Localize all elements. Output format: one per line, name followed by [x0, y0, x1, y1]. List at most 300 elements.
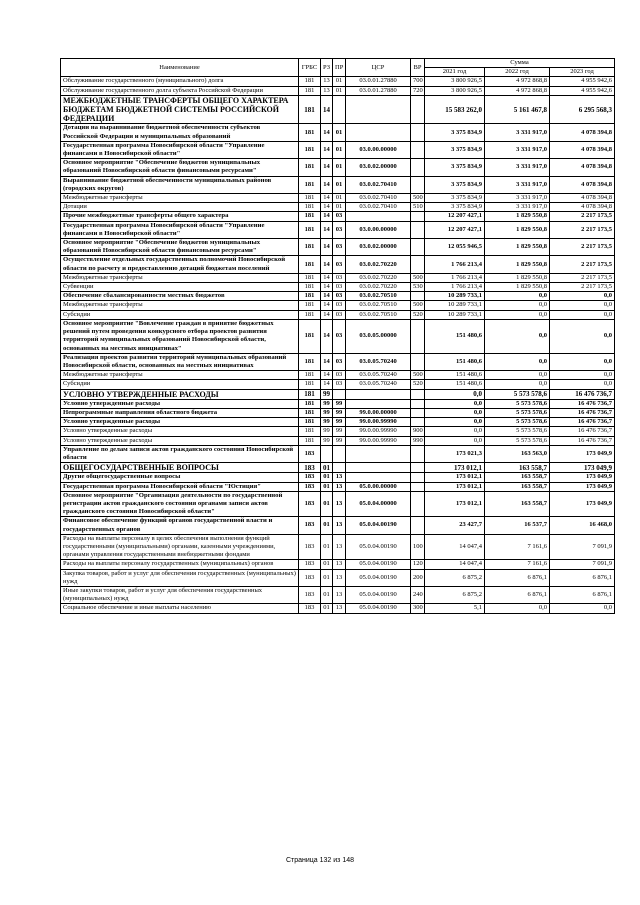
cell-sum-2021: 3 375 834,9 — [425, 176, 485, 193]
table-row — [61, 418, 615, 427]
cell-sum-2021: 14 047,4 — [425, 560, 485, 569]
header-pr: ПР — [333, 59, 346, 77]
cell-sum-2021: 6 875,2 — [425, 569, 485, 586]
cell-grbs: 181 — [299, 124, 321, 141]
cell-csr: 05.0.04.00000 — [346, 491, 411, 517]
cell-grbs: 181 — [299, 292, 321, 301]
table-row — [61, 159, 615, 176]
cell-sum-2023: 6 876,1 — [550, 586, 615, 603]
cell-csr: 05.0.04.00190 — [346, 586, 411, 603]
cell-sum-2022: 5 161 467,8 — [485, 95, 550, 124]
cell-sum-2023: 173 049,9 — [550, 445, 615, 462]
cell-vr — [411, 482, 425, 491]
cell-csr: 99.0.00.99990 — [346, 427, 411, 436]
cell-csr — [346, 399, 411, 408]
cell-grbs: 181 — [299, 273, 321, 282]
cell-pr: 03 — [333, 221, 346, 238]
cell-grbs: 181 — [299, 310, 321, 319]
table-row — [61, 176, 615, 193]
cell-name: Межбюджетные трансферты — [61, 371, 299, 380]
cell-pr: 03 — [333, 353, 346, 370]
cell-csr — [346, 473, 411, 482]
cell-vr: 500 — [411, 301, 425, 310]
cell-csr: 03.0.00.00000 — [346, 221, 411, 238]
header-sum: Сумма — [425, 59, 615, 68]
cell-pr: 01 — [333, 77, 346, 86]
cell-sum-2023: 4 078 394,8 — [550, 159, 615, 176]
cell-sum-2022: 0,0 — [485, 301, 550, 310]
cell-sum-2023: 16 476 736,7 — [550, 399, 615, 408]
cell-pr: 99 — [333, 427, 346, 436]
cell-rz: 01 — [321, 491, 333, 517]
cell-pr: 01 — [333, 86, 346, 95]
cell-name: Финансовое обеспечение функций органов государственной власти и государственных органов — [61, 517, 299, 534]
cell-sum-2022: 6 876,1 — [485, 569, 550, 586]
cell-csr: 03.0.02.70510 — [346, 301, 411, 310]
table-body — [61, 77, 615, 613]
cell-grbs: 181 — [299, 141, 321, 158]
cell-name: Реализация проектов развития территорий муниципальных образований Новосибирской области, основанных на местных инициативах — [61, 353, 299, 370]
cell-sum-2023: 16 476 736,7 — [550, 418, 615, 427]
cell-sum-2021: 0,0 — [425, 399, 485, 408]
cell-csr: 03.0.05.70240 — [346, 371, 411, 380]
cell-vr — [411, 239, 425, 256]
cell-sum-2021: 23 427,7 — [425, 517, 485, 534]
cell-name: Обслуживание государственного (муниципального) долга — [61, 77, 299, 86]
cell-sum-2021: 3 375 834,9 — [425, 141, 485, 158]
cell-csr — [346, 212, 411, 221]
cell-sum-2023: 4 078 394,8 — [550, 203, 615, 212]
cell-sum-2022: 0,0 — [485, 292, 550, 301]
cell-sum-2022: 5 573 578,6 — [485, 399, 550, 408]
cell-csr: 05.0.04.00190 — [346, 569, 411, 586]
table-row — [61, 273, 615, 282]
cell-sum-2023: 6 295 568,3 — [550, 95, 615, 124]
cell-vr — [411, 212, 425, 221]
cell-sum-2021: 14 047,4 — [425, 534, 485, 560]
cell-sum-2021: 3 375 834,9 — [425, 194, 485, 203]
cell-name: Межбюджетные трансферты — [61, 194, 299, 203]
table-row — [61, 124, 615, 141]
cell-sum-2022: 5 573 578,6 — [485, 427, 550, 436]
table-row — [61, 517, 615, 534]
cell-vr: 100 — [411, 534, 425, 560]
cell-sum-2023: 173 049,9 — [550, 463, 615, 473]
cell-name: Расходы на выплаты персоналу государственных (муниципальных) органов — [61, 560, 299, 569]
cell-grbs: 181 — [299, 408, 321, 417]
cell-rz: 14 — [321, 283, 333, 292]
cell-rz: 14 — [321, 310, 333, 319]
cell-pr: 13 — [333, 473, 346, 482]
cell-sum-2021: 12 207 427,1 — [425, 212, 485, 221]
cell-pr: 03 — [333, 371, 346, 380]
cell-sum-2023: 4 078 394,8 — [550, 176, 615, 193]
cell-sum-2021: 0,0 — [425, 427, 485, 436]
table-row — [61, 371, 615, 380]
cell-sum-2023: 173 049,9 — [550, 473, 615, 482]
cell-vr — [411, 389, 425, 399]
cell-pr: 01 — [333, 159, 346, 176]
cell-grbs: 183 — [299, 560, 321, 569]
table-row — [61, 408, 615, 417]
cell-sum-2023: 0,0 — [550, 310, 615, 319]
cell-sum-2021: 173 021,3 — [425, 445, 485, 462]
cell-grbs: 183 — [299, 491, 321, 517]
cell-csr: 99.0.00.99990 — [346, 418, 411, 427]
cell-sum-2022: 0,0 — [485, 380, 550, 389]
cell-rz: 01 — [321, 473, 333, 482]
cell-rz: 01 — [321, 586, 333, 603]
cell-sum-2023: 16 476 736,7 — [550, 408, 615, 417]
cell-pr: 13 — [333, 534, 346, 560]
header-rz: РЗ — [321, 59, 333, 77]
cell-vr — [411, 463, 425, 473]
table-row — [61, 569, 615, 586]
cell-pr: 03 — [333, 319, 346, 353]
cell-vr — [411, 353, 425, 370]
cell-vr — [411, 319, 425, 353]
cell-csr: 03.0.02.70510 — [346, 292, 411, 301]
cell-sum-2023: 0,0 — [550, 301, 615, 310]
cell-pr: 03 — [333, 301, 346, 310]
cell-csr — [346, 124, 411, 141]
cell-name: Расходы на выплаты персоналу в целях обеспечения выполнения функций государственными (муниципальными) органами, казенными учреждениями, органами управления государственными внебюджетными фондами — [61, 534, 299, 560]
cell-name: Закупка товаров, работ и услуг для обеспечения государственных (муниципальных) нужд — [61, 569, 299, 586]
cell-csr: 99.0.00.00000 — [346, 408, 411, 417]
cell-sum-2022: 5 573 578,6 — [485, 408, 550, 417]
cell-rz: 14 — [321, 256, 333, 273]
cell-grbs: 181 — [299, 399, 321, 408]
cell-grbs: 183 — [299, 569, 321, 586]
table-row — [61, 95, 615, 124]
cell-grbs: 181 — [299, 283, 321, 292]
cell-sum-2021: 3 375 834,9 — [425, 159, 485, 176]
cell-name: Государственная программа Новосибирской области "Управление финансами в Новосибирской области" — [61, 141, 299, 158]
cell-vr — [411, 256, 425, 273]
cell-sum-2023: 2 217 173,5 — [550, 273, 615, 282]
cell-vr — [411, 124, 425, 141]
cell-rz: 99 — [321, 389, 333, 399]
cell-vr: 510 — [411, 203, 425, 212]
cell-sum-2022: 7 161,6 — [485, 560, 550, 569]
cell-sum-2023: 4 955 942,6 — [550, 77, 615, 86]
cell-rz — [321, 445, 333, 462]
cell-csr: 03.0.05.70240 — [346, 353, 411, 370]
cell-sum-2023: 4 078 394,8 — [550, 194, 615, 203]
cell-sum-2023: 173 049,9 — [550, 482, 615, 491]
cell-name: Прочие межбюджетные трансферты общего характера — [61, 212, 299, 221]
cell-grbs: 181 — [299, 194, 321, 203]
cell-csr: 03.0.02.70510 — [346, 310, 411, 319]
cell-sum-2023: 4 078 394,8 — [550, 124, 615, 141]
table-row — [61, 283, 615, 292]
cell-name: Непрограммные направления областного бюджета — [61, 408, 299, 417]
cell-rz: 14 — [321, 301, 333, 310]
cell-sum-2022: 1 829 550,8 — [485, 221, 550, 238]
cell-sum-2023: 7 091,9 — [550, 534, 615, 560]
table-row — [61, 463, 615, 473]
cell-name: Условно утвержденные расходы — [61, 399, 299, 408]
table-row — [61, 256, 615, 273]
cell-vr: 700 — [411, 77, 425, 86]
header-name: Наименование — [61, 59, 299, 77]
cell-vr: 500 — [411, 273, 425, 282]
cell-rz: 13 — [321, 77, 333, 86]
table-row — [61, 473, 615, 482]
table-row — [61, 86, 615, 95]
cell-name: Управление по делам записи актов гражданского состояния Новосибирской области — [61, 445, 299, 462]
cell-pr: 01 — [333, 141, 346, 158]
cell-sum-2023: 16 476 736,7 — [550, 436, 615, 445]
cell-sum-2021: 1 766 213,4 — [425, 283, 485, 292]
table-row — [61, 445, 615, 462]
cell-sum-2023: 2 217 173,5 — [550, 256, 615, 273]
cell-vr: 500 — [411, 371, 425, 380]
cell-rz: 14 — [321, 371, 333, 380]
table-row — [61, 482, 615, 491]
cell-csr: 03.0.02.00000 — [346, 239, 411, 256]
cell-sum-2022: 1 829 550,8 — [485, 212, 550, 221]
cell-name: Иные закупки товаров, работ и услуг для обеспечения государственных (муниципальных) нужд — [61, 586, 299, 603]
cell-rz: 14 — [321, 319, 333, 353]
cell-sum-2021: 12 207 427,1 — [425, 221, 485, 238]
cell-grbs: 183 — [299, 482, 321, 491]
cell-grbs: 181 — [299, 159, 321, 176]
cell-vr — [411, 418, 425, 427]
cell-sum-2022: 16 537,7 — [485, 517, 550, 534]
cell-csr: 05.0.04.00190 — [346, 517, 411, 534]
table-row — [61, 560, 615, 569]
cell-pr: 03 — [333, 310, 346, 319]
cell-csr: 05.0.00.00000 — [346, 482, 411, 491]
cell-rz: 99 — [321, 436, 333, 445]
cell-grbs: 183 — [299, 586, 321, 603]
cell-grbs: 181 — [299, 389, 321, 399]
cell-vr: 520 — [411, 380, 425, 389]
cell-csr: 03.0.02.70410 — [346, 176, 411, 193]
cell-name: Социальное обеспечение и иные выплаты населению — [61, 604, 299, 613]
table-row — [61, 141, 615, 158]
cell-name: Условно утвержденные расходы — [61, 427, 299, 436]
cell-sum-2022: 0,0 — [485, 353, 550, 370]
cell-csr: 05.0.04.00190 — [346, 534, 411, 560]
cell-rz: 14 — [321, 176, 333, 193]
cell-rz: 99 — [321, 427, 333, 436]
cell-rz: 14 — [321, 141, 333, 158]
cell-sum-2022: 3 331 917,0 — [485, 203, 550, 212]
cell-pr: 13 — [333, 586, 346, 603]
cell-sum-2023: 0,0 — [550, 319, 615, 353]
cell-vr — [411, 221, 425, 238]
table-row — [61, 319, 615, 353]
cell-vr — [411, 95, 425, 124]
cell-sum-2023: 0,0 — [550, 292, 615, 301]
cell-rz: 01 — [321, 604, 333, 613]
cell-sum-2022: 163 558,7 — [485, 491, 550, 517]
cell-name: Основное мероприятие "Обеспечение бюджетов муниципальных образований Новосибирской области финансовыми ресурсами" — [61, 159, 299, 176]
cell-rz: 01 — [321, 463, 333, 473]
cell-sum-2023: 173 049,9 — [550, 491, 615, 517]
header-vr: ВР — [411, 59, 425, 77]
cell-grbs: 183 — [299, 534, 321, 560]
cell-sum-2023: 4 078 394,8 — [550, 141, 615, 158]
cell-sum-2021: 151 480,6 — [425, 371, 485, 380]
cell-vr: 120 — [411, 560, 425, 569]
cell-name: Условно утвержденные расходы — [61, 436, 299, 445]
cell-vr: 500 — [411, 194, 425, 203]
cell-sum-2022: 3 331 917,0 — [485, 124, 550, 141]
cell-vr: 530 — [411, 283, 425, 292]
cell-pr — [333, 95, 346, 124]
table-row — [61, 380, 615, 389]
cell-grbs: 183 — [299, 445, 321, 462]
cell-rz: 99 — [321, 399, 333, 408]
table-row — [61, 310, 615, 319]
cell-name: Выравнивание бюджетной обеспеченности муниципальных районов (городских округов) — [61, 176, 299, 193]
table-row — [61, 399, 615, 408]
cell-grbs: 181 — [299, 239, 321, 256]
cell-name: Основное мероприятие "Обеспечение бюджетов муниципальных образований Новосибирской области финансовыми ресурсами" — [61, 239, 299, 256]
cell-sum-2022: 3 331 917,0 — [485, 194, 550, 203]
cell-pr: 13 — [333, 482, 346, 491]
cell-csr: 03.0.05.00000 — [346, 319, 411, 353]
table-row — [61, 534, 615, 560]
cell-sum-2022: 1 829 550,8 — [485, 283, 550, 292]
cell-sum-2021: 0,0 — [425, 418, 485, 427]
cell-name: Обслуживание государственного долга субъекта Российской Федерации — [61, 86, 299, 95]
cell-vr: 720 — [411, 86, 425, 95]
table-row — [61, 203, 615, 212]
cell-grbs: 181 — [299, 380, 321, 389]
cell-sum-2023: 0,0 — [550, 604, 615, 613]
page-number: Страница 132 из 148 — [285, 857, 355, 864]
table-row — [61, 194, 615, 203]
cell-sum-2021: 0,0 — [425, 436, 485, 445]
cell-pr: 03 — [333, 283, 346, 292]
cell-pr: 99 — [333, 418, 346, 427]
cell-sum-2022: 7 161,6 — [485, 534, 550, 560]
cell-pr: 03 — [333, 380, 346, 389]
cell-rz: 14 — [321, 292, 333, 301]
cell-sum-2023: 16 476 736,7 — [550, 427, 615, 436]
cell-csr — [346, 95, 411, 124]
cell-rz: 99 — [321, 408, 333, 417]
cell-sum-2021: 3 800 926,5 — [425, 77, 485, 86]
cell-vr: 240 — [411, 586, 425, 603]
table-row — [61, 292, 615, 301]
cell-grbs: 181 — [299, 436, 321, 445]
table-row — [61, 491, 615, 517]
cell-name: Условно утвержденные расходы — [61, 418, 299, 427]
cell-name: Основное мероприятие "Вовлечение граждан в принятие бюджетных решений путем проведения конкурсного отбора проектов развития территорий муниципальных образований Новосибирской области, основанных на местных инициативах" — [61, 319, 299, 353]
table-row — [61, 436, 615, 445]
cell-csr: 03.0.02.70410 — [346, 194, 411, 203]
cell-sum-2021: 173 012,1 — [425, 473, 485, 482]
cell-grbs: 181 — [299, 212, 321, 221]
cell-csr: 03.0.01.27880 — [346, 77, 411, 86]
cell-csr: 03.0.02.70220 — [346, 273, 411, 282]
cell-sum-2023: 4 955 942,6 — [550, 86, 615, 95]
table-header — [61, 59, 615, 77]
cell-rz: 14 — [321, 203, 333, 212]
cell-grbs: 181 — [299, 301, 321, 310]
cell-sum-2021: 3 375 834,9 — [425, 124, 485, 141]
cell-grbs: 181 — [299, 221, 321, 238]
cell-vr: 990 — [411, 436, 425, 445]
cell-grbs: 181 — [299, 371, 321, 380]
cell-sum-2023: 0,0 — [550, 380, 615, 389]
cell-csr — [346, 463, 411, 473]
cell-sum-2022: 0,0 — [485, 310, 550, 319]
cell-sum-2021: 3 800 926,5 — [425, 86, 485, 95]
cell-sum-2021: 0,0 — [425, 408, 485, 417]
cell-rz: 14 — [321, 273, 333, 282]
cell-rz: 14 — [321, 212, 333, 221]
cell-name: ОБЩЕГОСУДАРСТВЕННЫЕ ВОПРОСЫ — [61, 463, 299, 473]
cell-name: Межбюджетные трансферты — [61, 301, 299, 310]
cell-pr: 99 — [333, 399, 346, 408]
cell-sum-2022: 163 558,7 — [485, 473, 550, 482]
cell-csr: 03.0.02.70410 — [346, 203, 411, 212]
cell-csr — [346, 445, 411, 462]
cell-sum-2023: 2 217 173,5 — [550, 283, 615, 292]
cell-sum-2022: 1 829 550,8 — [485, 273, 550, 282]
cell-sum-2021: 1 766 213,4 — [425, 273, 485, 282]
cell-vr — [411, 491, 425, 517]
cell-name: УСЛОВНО УТВЕРЖДЕННЫЕ РАСХОДЫ — [61, 389, 299, 399]
cell-csr: 05.0.04.00190 — [346, 604, 411, 613]
cell-sum-2022: 6 876,1 — [485, 586, 550, 603]
cell-sum-2021: 10 289 733,1 — [425, 292, 485, 301]
cell-name: Осуществление отдельных государственных полномочий Новосибирской области по расчету и предоставлению дотаций бюджетам поселений — [61, 256, 299, 273]
cell-sum-2023: 7 091,9 — [550, 560, 615, 569]
cell-name: Основное мероприятие "Организация деятельности по государственной регистрации актов гражданского состояния органами записи актов гражданского состояния Новосибирской области" — [61, 491, 299, 517]
cell-rz: 14 — [321, 159, 333, 176]
cell-grbs: 183 — [299, 473, 321, 482]
table-row — [61, 389, 615, 399]
cell-sum-2023: 2 217 173,5 — [550, 212, 615, 221]
cell-grbs: 181 — [299, 319, 321, 353]
cell-sum-2022: 4 972 868,8 — [485, 86, 550, 95]
cell-sum-2023: 0,0 — [550, 353, 615, 370]
cell-grbs: 181 — [299, 86, 321, 95]
cell-grbs: 183 — [299, 517, 321, 534]
cell-grbs: 183 — [299, 604, 321, 613]
table-row — [61, 301, 615, 310]
cell-vr — [411, 159, 425, 176]
cell-name: Субсидии — [61, 310, 299, 319]
cell-rz: 14 — [321, 221, 333, 238]
cell-sum-2023: 2 217 173,5 — [550, 221, 615, 238]
cell-pr: 13 — [333, 560, 346, 569]
cell-name: Другие общегосударственные вопросы — [61, 473, 299, 482]
cell-rz: 14 — [321, 239, 333, 256]
cell-sum-2022: 163 558,7 — [485, 482, 550, 491]
cell-rz: 01 — [321, 534, 333, 560]
cell-sum-2022: 4 972 868,8 — [485, 77, 550, 86]
cell-vr: 900 — [411, 427, 425, 436]
cell-sum-2022: 5 573 578,6 — [485, 436, 550, 445]
cell-grbs: 181 — [299, 176, 321, 193]
cell-grbs: 183 — [299, 463, 321, 473]
cell-name: Обеспечение сбалансированности местных бюджетов — [61, 292, 299, 301]
header-2022: 2022 год — [485, 68, 550, 77]
cell-rz: 14 — [321, 124, 333, 141]
cell-name: Государственная программа Новосибирской области "Юстиция" — [61, 482, 299, 491]
cell-pr — [333, 463, 346, 473]
cell-pr: 01 — [333, 124, 346, 141]
cell-vr — [411, 473, 425, 482]
